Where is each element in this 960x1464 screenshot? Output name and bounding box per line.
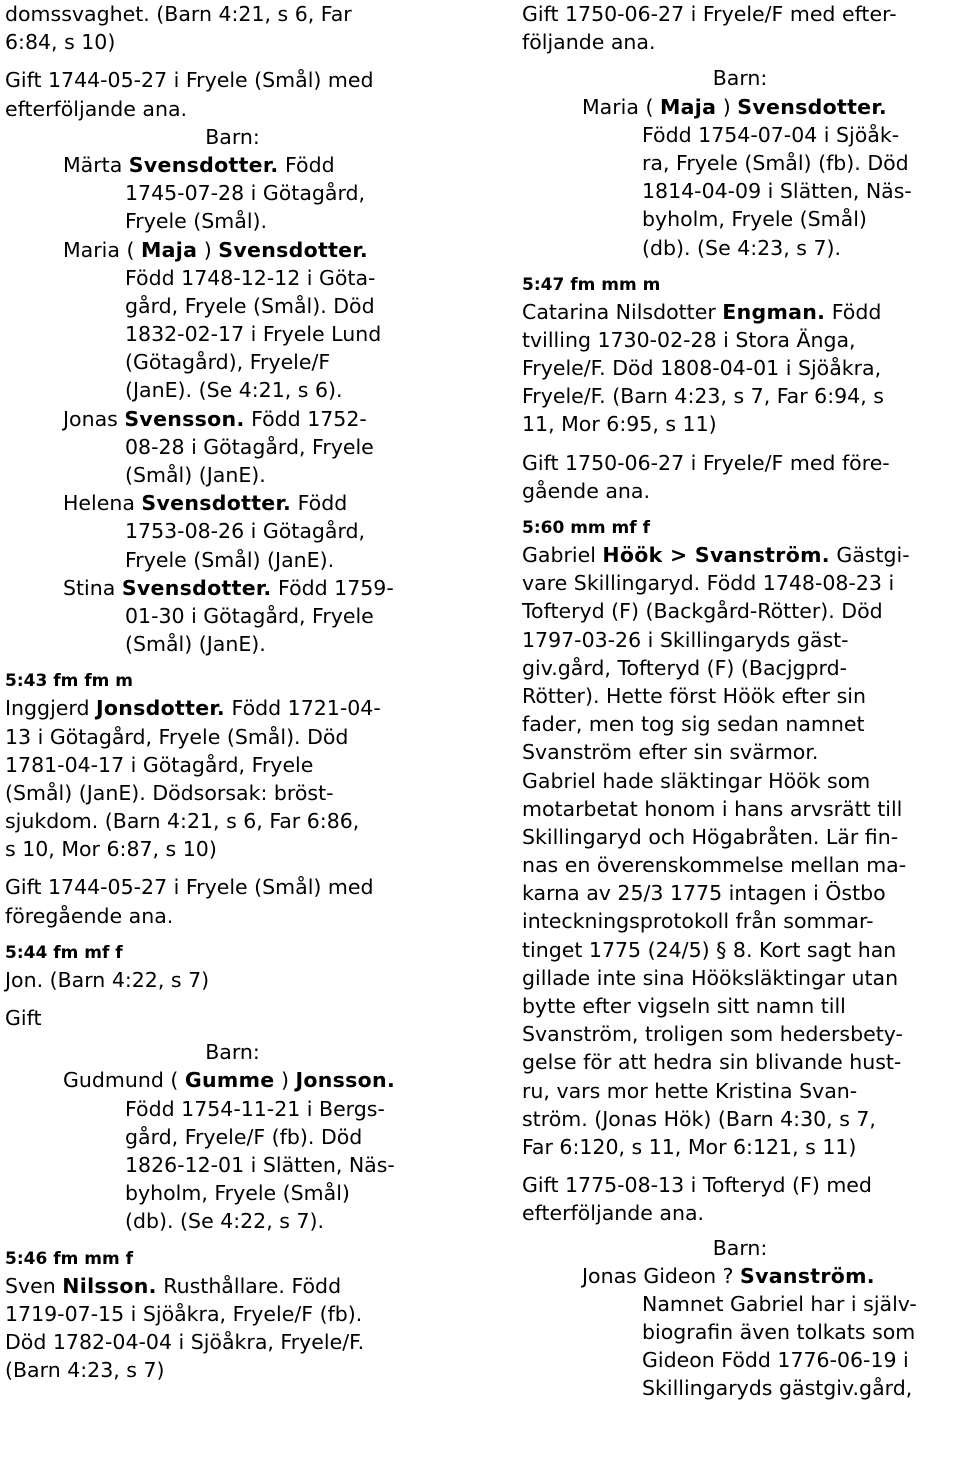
text-line: 1814-04-09 i Slätten, Näs-: [642, 179, 912, 204]
text-line: tvilling 1730-02-28 i Stora Änga,: [522, 327, 856, 352]
child-entry: Gudmund ( Gumme ) Jonsson.: [63, 1068, 396, 1093]
text-line: karna av 25/3 1775 intagen i Östbo: [522, 881, 886, 906]
text-line: nas en överenskommelse mellan ma-: [522, 853, 907, 878]
child-entry: Helena Svensdotter. Född: [63, 491, 348, 516]
text-line: byholm, Fryele (Smål): [125, 1181, 350, 1206]
marriage-line: Gift 1750-06-27 i Fryele/F med före-: [522, 450, 890, 475]
text-line: bytte efter vigseln sitt namn till: [522, 994, 846, 1018]
text-line: 1797-03-26 i Skillingaryds gäst-: [522, 627, 849, 652]
text-line: byholm, Fryele (Smål): [642, 207, 867, 232]
text-line: 1753-08-26 i Götagård,: [125, 519, 366, 544]
text-line: Född 1748-12-12 i Göta-: [125, 265, 376, 290]
text-line: ström. (Jonas Hök) (Barn 4:30, s 7,: [522, 1106, 876, 1131]
text-line: inteckningsprotokoll från sommar-: [522, 909, 874, 934]
text-line: gillade inte sina Hööksläktingar utan: [522, 965, 899, 990]
text-line: Fryele (Smål) (JanE).: [125, 547, 335, 572]
text-line: 1745-07-28 i Götagård,: [125, 181, 366, 206]
text-line: (Smål) (JanE). Dödsorsak: bröst-: [5, 780, 334, 805]
text-line: 13 i Götagård, Fryele (Smål). Död: [5, 724, 349, 749]
child-entry: Stina Svensdotter. Född 1759-: [63, 575, 394, 600]
marriage-line: efterföljande ana.: [522, 1201, 705, 1226]
text-line: Gideon Född 1776-06-19 i: [642, 1348, 909, 1373]
text-line: Skillingaryds gästgiv.gård,: [642, 1376, 913, 1401]
child-entry: Jonas Gideon ? Svanström.: [582, 1263, 875, 1288]
text-line: Rötter). Hette först Höök efter sin: [522, 683, 866, 708]
person-entry: Sven Nilsson. Rusthållare. Född: [5, 1273, 342, 1298]
text-line: 08-28 i Götagård, Fryele: [125, 434, 374, 459]
entry-heading: 5:44 fm mf f: [5, 942, 123, 963]
marriage-line: följande ana.: [522, 30, 656, 55]
text-line: 1832-02-17 i Fryele Lund: [125, 322, 382, 347]
text-line: gelse för att hedra sin blivande hust-: [522, 1050, 902, 1075]
marriage-line: Gift 1775-08-13 i Tofteryd (F) med: [522, 1173, 872, 1198]
text-line: gård, Fryele/F (fb). Död: [125, 1124, 363, 1149]
text-line: 1826-12-01 i Slätten, Näs-: [125, 1152, 395, 1177]
person-entry: Inggjerd Jonsdotter. Född 1721-04-: [5, 696, 381, 721]
children-heading: Barn:: [205, 124, 260, 149]
entry-heading: 5:46 fm mm f: [5, 1248, 133, 1269]
child-entry: Märta Svensdotter. Född: [63, 152, 335, 177]
text-line: (Götagård), Fryele/F: [125, 350, 331, 375]
marriage-line: efterföljande ana.: [5, 96, 188, 121]
text-line: 01-30 i Götagård, Fryele: [125, 603, 374, 628]
text-line: vare Skillingaryd. Född 1748-08-23 i: [522, 571, 895, 596]
text-line: (Smål) (JanE).: [125, 463, 266, 487]
marriage-line: Gift 1744-05-27 i Fryele (Smål) med: [5, 875, 374, 900]
text-line: motarbetat honom i hans arvsrätt till: [522, 796, 903, 821]
text-line: Tofteryd (F) (Backgård-Rötter). Död: [522, 599, 883, 624]
text-line: fader, men tog sig sedan namnet: [522, 712, 865, 737]
person-entry: Gabriel Höök > Svanström. Gästgi-: [522, 543, 910, 567]
text-line: Fryele (Smål).: [125, 209, 268, 234]
text-line: Fryele/F. Död 1808-04-01 i Sjöåkra,: [522, 356, 882, 381]
text-line: Skillingaryd och Högabråten. Lär fin-: [522, 824, 899, 849]
text-line: ra, Fryele (Smål) (fb). Död: [642, 150, 909, 175]
text-line: (db). (Se 4:22, s 7).: [125, 1209, 325, 1234]
text-line: 1719-07-15 i Sjöåkra, Fryele/F (fb).: [5, 1301, 363, 1326]
text-line: domssvaghet. (Barn 4:21, s 6, Far: [5, 2, 352, 26]
marriage-line: föregående ana.: [5, 903, 174, 928]
text-line: 1781-04-17 i Götagård, Fryele: [5, 752, 314, 777]
children-heading: Barn:: [712, 66, 768, 91]
text-line: Gabriel hade släktingar Höök som: [522, 768, 871, 793]
person-entry: Jon. (Barn 4:22, s 7): [5, 967, 210, 992]
text-line: tinget 1775 (24/5) § 8. Kort sagt han: [522, 937, 897, 962]
person-entry: Catarina Nilsdotter Engman. Född: [522, 299, 882, 324]
entry-heading: 5:43 fm fm m: [5, 671, 133, 692]
text-line: s 10, Mor 6:87, s 10): [5, 837, 217, 862]
text-line: (JanE). (Se 4:21, s 6).: [125, 378, 343, 403]
children-heading: Barn:: [712, 1235, 768, 1260]
left-column: [5, 0, 460, 1384]
text-line: 6:84, s 10): [5, 30, 116, 55]
text-line: Född 1754-11-21 i Bergs-: [125, 1096, 385, 1121]
text-line: Far 6:120, s 11, Mor 6:121, s 11): [522, 1134, 857, 1159]
entry-heading: 5:60 mm mf f: [522, 518, 650, 538]
text-line: (db). (Se 4:23, s 7).: [642, 235, 842, 260]
marriage-line: gående ana.: [522, 478, 650, 503]
text-line: sjukdom. (Barn 4:21, s 6, Far 6:86,: [5, 809, 360, 834]
text-line: (Smål) (JanE).: [125, 632, 266, 657]
text-line: 11, Mor 6:95, s 11): [522, 412, 717, 437]
text-line: Svanström, troligen som hedersbety-: [522, 1022, 903, 1047]
text-line: biografin även tolkats som: [642, 1320, 916, 1345]
marriage-line: Gift: [5, 1006, 42, 1030]
text-line: Namnet Gabriel har i själv-: [642, 1291, 917, 1316]
entry-heading: 5:47 fm mm m: [522, 274, 661, 295]
marriage-line: Gift 1750-06-27 i Fryele/F med efter-: [522, 2, 897, 26]
child-entry: Maria ( Maja ) Svensdotter.: [63, 237, 368, 262]
child-entry: Maria ( Maja ) Svensdotter.: [582, 94, 887, 119]
marriage-line: Gift 1744-05-27 i Fryele (Smål) med: [5, 68, 374, 93]
text-line: Död 1782-04-04 i Sjöåkra, Fryele/F.: [5, 1329, 365, 1354]
right-column: [522, 0, 958, 1403]
text-line: Svanström efter sin svärmor.: [522, 740, 819, 765]
text-line: gård, Fryele (Smål). Död: [125, 293, 375, 318]
text-line: ru, vars mor hette Kristina Svan-: [522, 1078, 858, 1103]
text-line: Fryele/F. (Barn 4:23, s 7, Far 6:94, s: [522, 384, 884, 409]
children-heading: Barn:: [205, 1040, 260, 1065]
text-line: Född 1754-07-04 i Sjöåk-: [642, 122, 900, 147]
text-line: giv.gård, Tofteryd (F) (Bacjgprd-: [522, 655, 848, 680]
child-entry: Jonas Svensson. Född 1752-: [63, 406, 367, 431]
text-line: (Barn 4:23, s 7): [5, 1358, 165, 1383]
